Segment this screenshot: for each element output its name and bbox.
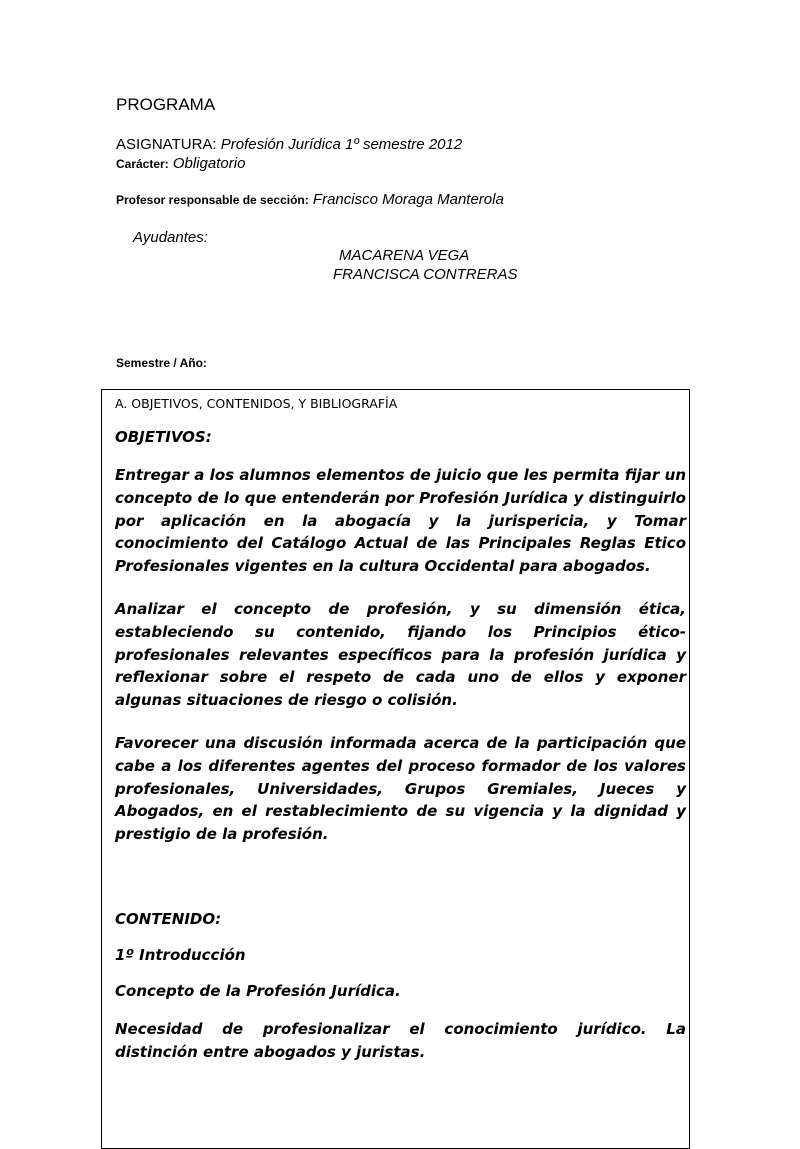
asignatura-label: ASIGNATURA: [116,136,217,153]
ayudante-name: FRANCISCA CONTRERAS [333,266,518,283]
objetivo-paragraph: Entregar a los alumnos elementos de juicio que les permita fijar un concepto de lo que entenderán por Profesión Jurídica y distinguirlo por aplicación en la abogacía y la jurispericia, y Tomar conocimiento del Catálogo Actual de las Principales Reglas Etico Profesionales vigentes en la cultura Occidental para abogados. [115,466,686,576]
profesor-line [116,191,504,208]
objetivos-title: OBJETIVOS: [115,428,212,446]
caracter-label: Carácter: [116,157,169,171]
profesor-value: Francisco Moraga Manterola [312,191,504,208]
ayudantes-label: Ayudantes: [133,229,208,246]
spacer [115,866,686,910]
semestre-label: Semestre / Año: [116,356,207,370]
section-heading: A. OBJETIVOS, CONTENIDOS, Y BIBLIOGRAFÍA [115,396,398,411]
asignatura-value: Profesión Jurídica 1º semestre 2012 [220,136,463,153]
contenido-item: Concepto de la Profesión Jurídica. [115,981,401,1000]
objetivo-paragraph: Favorecer una discusión informada acerca de la participación que cabe a los diferentes agentes del proceso formador de los valores profesionales, Universidades, Grupos Gremiales, Jueces y Abogados, en el restablecimiento de su vigencia y la dignidad y prestigio de la profesión. [115,733,686,844]
objetivos-table [101,389,690,1149]
asignatura-line [116,136,462,153]
objetivos-content [115,396,686,1084]
contenido-title: CONTENIDO: [115,909,222,928]
contenido-subtitle: 1º Introducción [115,945,246,964]
caracter-value: Obligatorio [172,155,246,172]
profesor-label: Profesor responsable de sección: [116,193,309,207]
objetivo-paragraph: Analizar el concepto de profesión, y su dimensión ética, estableciendo su contenido, fijando los Principios ético-profesionales relevantes específicos para la profesión jurídica y reflexionar sobre el respeto de cada uno de ellos y exponer algunas situaciones de riesgo o colisión. [115,599,686,710]
contenido-item: Necesidad de profesionalizar el conocimiento jurídico. La distinción entre abogados y juristas. [115,1019,686,1061]
caracter-line [116,155,245,172]
ayudante-name: MACARENA VEGA [339,247,470,264]
page-title: PROGRAMA [116,95,216,114]
